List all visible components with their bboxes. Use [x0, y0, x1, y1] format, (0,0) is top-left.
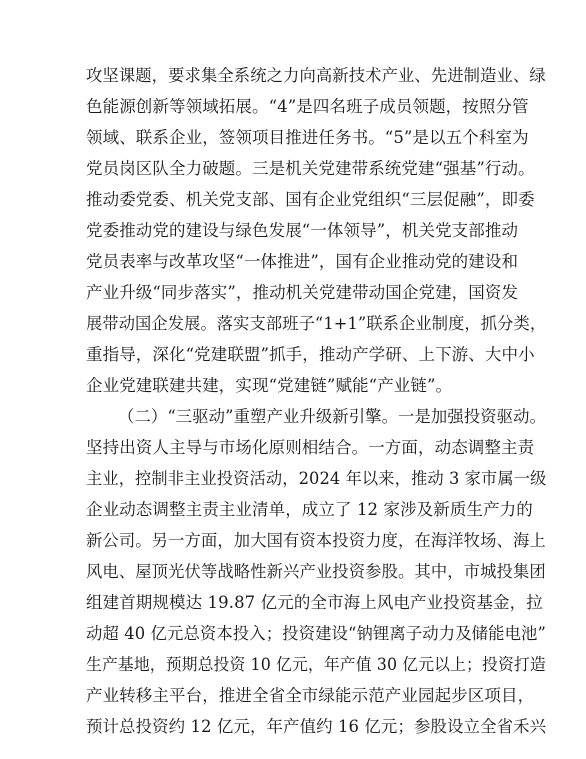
text-line: 展带动国企发展。落实支部班子“1+1”联系企业制度，抓分类，: [86, 314, 547, 333]
text-line: 党委推动党的建设与绿色发展“一体领导”，机关党支部推动: [86, 221, 519, 240]
text-line: 风电、屋顶光伏等战略性新兴产业投资参股。其中，市城投集团: [86, 562, 546, 581]
text-line: 生产基地，预期总投资 10 亿元，年产值 30 亿元以上；投资打造: [86, 655, 546, 674]
text-line: 坚持出资人主导与市场化原则相结合。一方面，动态调整主责: [86, 438, 535, 457]
text-line: 主业，控制非主业投资活动，2024 年以来，推动 3 家市属一级: [86, 469, 547, 488]
text-line: 产业升级“同步落实”，推动机关党建带动国企党建，国资发: [86, 283, 519, 302]
text-line: 党员表率与改革攻坚“一体推进”，国有企业推动党的建设和: [86, 252, 519, 271]
text-line: 产业转移主平台，推进全省全市绿能示范产业园起步区项目，: [86, 686, 535, 705]
text-line: 预计总投资约 12 亿元，年产值约 16 亿元；参股设立全省禾兴: [86, 717, 547, 736]
text-line: 色能源创新等领域拓展。“4”是四名班子成员领题，按照分管: [86, 97, 529, 116]
text-line: 推动委党委、机关党支部、国有企业党组织“三层促融”，即委: [86, 190, 535, 209]
text-line: 领域、联系企业，签领项目推进任务书。“5”是以五个科室为: [86, 128, 529, 147]
text-line: 新公司。另一方面，加大国有资本投资力度，在海洋牧场、海上: [86, 531, 546, 550]
text-line: 党员岗区队全力破题。三是机关党建带系统党建“强基”行动。: [86, 159, 535, 178]
text-line: 重指导，深化“党建联盟”抓手，推动产学研、上下游、大中小: [86, 345, 535, 364]
text-line: 企业动态调整主责主业清单，成立了 12 家涉及新质生产力的: [86, 500, 533, 519]
text-line: 攻坚课题，要求集全系统之力向高新技术产业、先进制造业、绿: [86, 66, 546, 85]
text-line: 企业党建联建共建，实现“党建链”赋能“产业链”。: [86, 376, 453, 395]
section-heading-line: （二）“三驱动”重塑产业升级新引擎。一是加强投资驱动。: [118, 407, 547, 426]
text-line: 动超 40 亿元总资本投入；投资建设“钠锂离子动力及储能电池”: [86, 624, 546, 643]
text-line: 组建首期规模达 19.87 亿元的全市海上风电产业投资基金，拉: [86, 593, 543, 612]
